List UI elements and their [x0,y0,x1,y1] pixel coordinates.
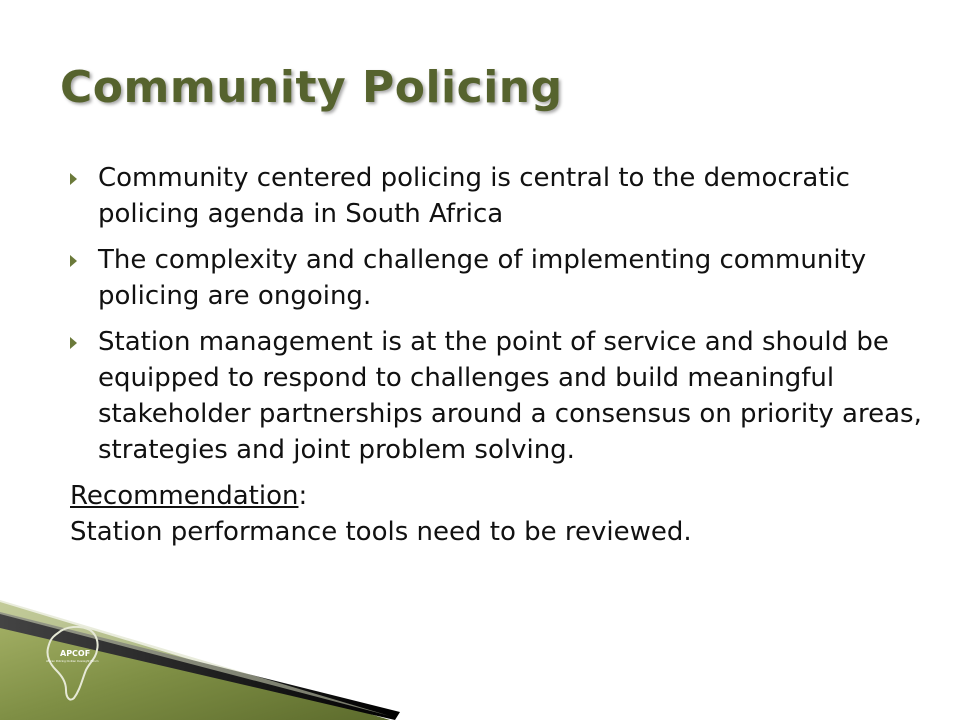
bullet-text: Station management is at the point of service and should be equipped to respond to challenges and build meaningful stakeholder partnerships around a consensus on priority areas, strategies and joint problem solving. [98,327,922,465]
bullet-text: The complexity and challenge of implementing community policing are ongoing. [98,245,867,311]
bullet-item [70,242,930,314]
bullet-item [70,160,930,232]
recommendation-colon: : [298,481,308,511]
slide-title: Community Policing [60,62,563,113]
bullet-arrow-icon [70,255,77,267]
bullet-arrow-icon [70,173,77,185]
recommendation-heading [70,478,930,514]
bullet-text: Community centered policing is central to the democratic policing agenda in South Africa [98,163,850,229]
recommendation-text: Station performance tools need to be reviewed. [70,517,692,547]
slide-content [70,160,930,550]
logo-tagline: African Policing Civilian Oversight Forum [46,660,99,663]
corner-decoration [0,590,960,720]
recommendation-label: Recommendation [70,481,299,511]
bullet-item [70,324,930,468]
logo-text: APCOF [60,649,91,658]
bullet-arrow-icon [70,337,77,349]
